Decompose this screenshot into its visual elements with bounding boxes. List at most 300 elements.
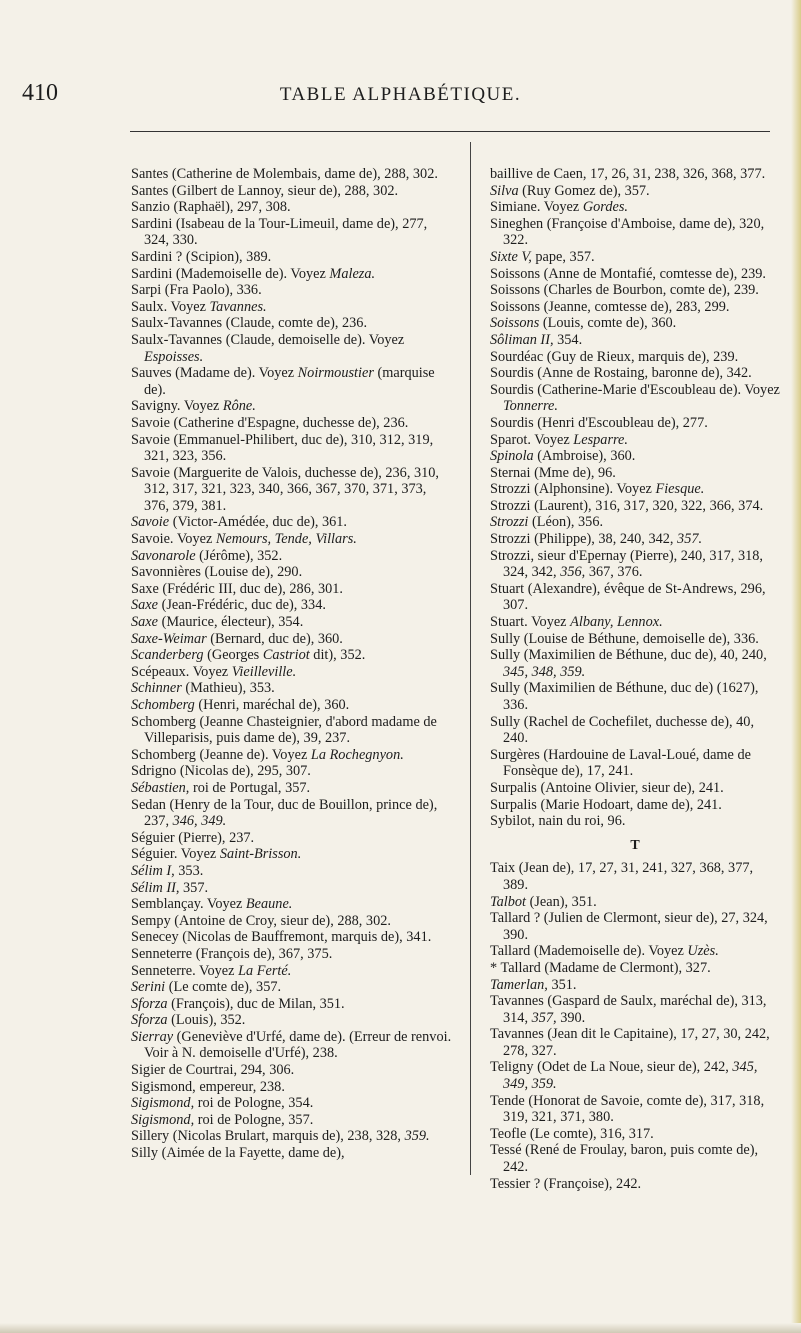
entry-name: Surgères [490,746,540,763]
entry-rest: (Anne de Montafié, comtesse de), 239. [543,265,766,282]
entry-name: Surpalis [490,779,537,796]
index-entry [490,714,780,747]
index-entry [131,548,454,565]
entry-name: Scépeaux. [131,663,190,680]
entry-name: Sparot. [490,431,531,448]
entry-rest: (Le comte de), 357. [168,979,282,996]
entry-ref: Tonnerre. [503,398,558,415]
entry-name: Sélim II, [131,879,180,896]
entry-name: Sardini [131,265,173,282]
entry-name: Sourdéac [490,348,544,365]
index-entry [490,365,780,382]
index-entry [490,332,780,349]
index-entry [131,664,454,681]
entry-rest: (François de), 367, 375. [195,945,333,962]
index-entry [131,514,454,531]
entry-rest: (Jean de), 17, 27, 31, 241, 327, 368, 377, 389. [503,860,754,893]
index-entry [131,216,454,249]
index-entry [131,282,454,299]
index-entry [490,1176,780,1193]
entry-name: Tessé [490,1142,522,1159]
entry-rest: (Emmanuel-Philibert, duc de), 310, 312, 319, 321, 323, 356. [144,431,434,465]
entry-rest: (Gilbert de Lannoy, sieur de), 288, 302. [171,182,399,199]
entry-rest: (Françoise d'Amboise, dame de), 320, 322. [503,215,765,249]
entry-name: Sedan [131,796,166,813]
index-entry [131,415,454,432]
entry-rest: (Jérôme), 352. [199,547,283,564]
entry-ref: La Ferté. [238,962,292,979]
entry-ref: 356, [560,564,586,581]
entry-ref: Noirmoustier [297,365,374,382]
index-entry [131,896,454,913]
index-entry [490,382,780,415]
entry-name: Sineghen [490,215,544,232]
entry-name: Sdrigno [131,763,177,780]
index-entry [490,647,780,680]
entry-rest: (Isabeau de la Tour-Limeuil, dame de), 277, 324, 330. [144,215,428,249]
index-entry [490,680,780,713]
index-entry [490,747,780,780]
index-entry [490,183,780,200]
entry-name: Saulx-Tavannes [131,331,223,348]
index-entry [131,1079,454,1096]
entry-name: Schomberg [131,697,195,713]
index-entry [131,266,454,283]
entry-name: Stuart [490,580,525,597]
entry-ref: Beaune. [245,896,293,913]
entry-rest: (Philippe), 38, 240, 342, [534,531,674,548]
index-entry [131,531,454,548]
index-entry [131,249,454,266]
index-entry [490,166,780,183]
entry-rest: (Jean-Frédéric, duc de), 334. [161,597,326,614]
index-entry [131,963,454,980]
entry-name: Sourdis [490,414,534,431]
entry-rest: (Geneviève d'Urfé, dame de). (Erreur de renvoi. Voir à N. demoiselle d'Urfé), 238. [144,1028,452,1062]
right-column [490,166,780,1192]
index-entry [490,1093,780,1126]
index-entry [131,199,454,216]
entry-name: Schomberg [131,713,196,730]
entry-rest: (Rachel de Cochefilet, duchesse de), 40, 240. [503,713,755,747]
entry-ref: Vieilleville. [231,663,297,680]
entry-name: Strozzi [490,497,531,514]
entry-ref: Albany, Lennox. [570,614,663,631]
entry-ref: 357. [677,531,703,548]
entry-name: Saxe [131,614,158,631]
entry-name: Savoie [131,464,170,481]
entry-rest: (Mademoiselle de). Voyez [533,943,684,960]
entry-name: * Tallard [490,959,541,976]
entry-name: Strozzi [490,481,531,498]
entry-name: Savoie [131,514,170,531]
entry-name: Sigismond, [131,1111,195,1128]
entry-rest: (Le comte), 316, 317. [529,1125,654,1142]
entry-name: Strozzi [490,514,529,531]
entry-rest: (Raphaël), 297, 308. [173,199,291,216]
entry-rest: Voyez [534,431,570,448]
entry-rest: Voyez [183,398,220,415]
entry-rest: (Nicolas Brulart, marquis de), 238, 328, [172,1128,402,1145]
entry-ref: Maleza. [329,265,376,282]
entry-ref: Gordes. [582,199,628,216]
entry-rest: (Guy de Rieux, marquis de), 239. [546,348,739,365]
index-entry [131,1095,454,1112]
entry-name: Soissons [490,282,541,299]
entry-ref: Uzès. [687,943,719,960]
entry-rest: (Jean dit le Capitaine), 17, 27, 30, 242, 278, 327. [503,1026,770,1059]
entry-rest: de Courtrai, 294, 306. [168,1062,295,1079]
entry-rest: (Henri d'Escoubleau de), 277. [537,414,708,431]
entry-ref: Tavannes. [209,298,267,315]
entry-rest: Voyez [176,531,213,548]
entry-rest: (Charles de Bourbon, comte de), 239. [543,282,759,299]
index-entry [131,797,454,830]
entry-name: Savoie [131,414,170,431]
entry-ref: Espoisses. [144,348,204,365]
entry-rest: (Scipion), 389. [185,248,272,265]
entry-rest: (Ambroise), 360. [537,448,636,465]
entry-name: Schinner [131,680,182,697]
entry-rest: baillive de Caen, 17, 26, 31, 238, 326, 368, 377. [490,166,766,182]
entry-ref: Nemours, Tende, Villars. [215,531,357,548]
section-letter-t: T [630,837,640,853]
entry-rest: (Anne de Rostaing, baronne de), 342. [537,365,752,382]
entry-name: Senecey [131,929,179,946]
entry-ref: 357, [531,1009,557,1026]
entry-rest: 351. [551,976,577,993]
index-entry [490,910,780,943]
index-entry [490,349,780,366]
entry-name: Stuart. [490,614,528,631]
entry-rest: nain du roi, 96. [538,813,626,830]
entry-rest: (Alexandre), évêque de St-Andrews, 296, 307. [503,580,766,614]
entry-name: Sébastien, [131,779,190,796]
entry-name: Saxe [131,597,158,614]
entry-ref: Saint-Brisson. [219,846,302,863]
entry-name: Tavannes [490,993,544,1010]
entry-name: Scanderberg [131,647,204,664]
page-number: 410 [22,80,58,106]
entry-rest: Voyez [531,614,567,631]
entry-name: Tallard [490,943,531,960]
index-entry [131,830,454,847]
entry-name: Santes [131,166,169,182]
entry-name: Sigier [131,1062,166,1079]
index-entry [131,1029,454,1062]
entry-rest: (Alphonsine). Voyez [534,481,652,498]
entry-rest: (Jeanne, comtesse de), 283, 299. [543,298,730,315]
entry-rest: roi de Portugal, 357. [192,779,311,796]
entry-name: Sauves [131,365,172,382]
index-entry [490,199,780,216]
index-entry [131,1128,454,1145]
entry-name: Teofle [490,1125,527,1142]
index-entry [490,249,780,266]
index-entry [490,813,780,830]
entry-name: Saulx-Tavannes [131,315,223,332]
index-entry [131,996,454,1013]
entry-name: Sanzio [131,199,170,216]
index-entry [131,564,454,581]
index-entry [131,946,454,963]
entry-name: Soissons [490,298,541,315]
entry-rest2: 367, 376. [588,564,643,581]
entry-name: Sigismond, [131,1078,196,1095]
index-entry [490,614,780,631]
index-entry [131,863,454,880]
entry-name: Teligny [490,1059,534,1076]
index-entry [490,266,780,283]
index-entry [131,299,454,316]
entry-rest: (Henri, maréchal de), 360. [198,697,350,713]
index-entry [131,183,454,200]
index-entry [490,299,780,316]
entry-ref: Castriot [262,647,310,664]
left-column [131,166,454,1162]
entry-rest: (Honorat de Savoie, comte de), 317, 318, 319, 321, 371, 380. [503,1092,765,1126]
entry-name: Saxe [131,580,159,597]
entry-name: Séguier. [131,846,178,863]
index-entry [490,993,780,1026]
index-entry [490,977,780,994]
entry-rest: (Antoine Olivier, sieur de), 241. [540,779,724,796]
entry-name: Serini [131,979,166,996]
index-entry [490,1126,780,1143]
entry-name: Tallard ? [490,910,541,927]
entry-rest: (Aimée de la Fayette, dame de), [161,1145,345,1162]
entry-rest: (Nicolas de), 295, 307. [179,763,311,780]
index-entry [490,943,780,960]
entry-rest2: 390. [560,1009,586,1026]
entry-rest: Voyez [543,199,580,216]
entry-rest: 357. [183,879,209,896]
entry-name: Sully [490,630,521,647]
index-entry [131,680,454,697]
entry-name: Tamerlan, [490,976,548,993]
entry-name: Tavannes [490,1026,544,1043]
entry-name: Savonnières [131,564,201,581]
entry-rest: roi de Pologne, 357. [197,1111,314,1128]
index-entry [131,846,454,863]
entry-ref: Lesparre. [573,431,628,448]
index-entry [131,979,454,996]
entry-rest: (Antoine de Croy, sieur de), 288, 302. [174,912,391,929]
entry-rest: (Louise de), 290. [204,564,303,581]
entry-name: Sixte V, [490,248,532,265]
entry-rest: sieur d'Epernay (Pierre), 240, 317, 318, 324, 342, [503,547,763,581]
index-entry [490,1142,780,1175]
entry-rest: (Madame de Clermont), 327. [544,959,711,976]
entry-name: Senneterre. [131,962,196,979]
entry-rest2: (marquise de). [144,365,435,398]
entry-name: Spinola [490,448,534,465]
entry-rest: (Jean), 351. [529,893,597,910]
entry-name: Schomberg [131,746,196,763]
entry-rest: (René de Froulay, baron, puis comte de), 242. [503,1142,759,1176]
entry-rest: (Marie Hodoart, dame de), 241. [540,796,722,813]
entry-name: Sourdis [490,365,534,382]
entry-name: Soissons [490,265,541,282]
entry-name: Sillery [131,1128,170,1145]
entry-name: Sardini ? [131,248,183,265]
index-entry [131,597,454,614]
entry-name: Silva [490,182,519,199]
index-entry [490,315,780,332]
index-entry [490,894,780,911]
column-divider [470,142,471,1175]
index-entry [131,465,454,515]
entry-name: Savoie [131,431,170,448]
index-entry [490,415,780,432]
entry-rest: (Claude, demoiselle de). Voyez [225,331,405,348]
entry-rest: (Nicolas de Bauffremont, marquis de), 341. [182,929,432,946]
entry-name: Sardini [131,215,173,232]
entry-name: Sully [490,647,521,664]
entry-rest2: dit), 352. [313,647,366,664]
index-entry [131,398,454,415]
entry-rest: (Mademoiselle de). Voyez [175,265,326,282]
entry-rest: (Léon), 356. [531,514,604,531]
entry-rest: (Gaspard de Saulx, maréchal de), 313, 314, [503,993,767,1026]
entry-rest: (Pierre), 237. [178,829,255,846]
entry-name: Sternai [490,464,531,481]
entry-name: Talbot [490,893,527,910]
index-entry [131,929,454,946]
entry-name: Sforza [131,1012,168,1029]
entry-name: Tessier ? [490,1175,541,1192]
entry-name: Saxe-Weimar [131,630,207,647]
index-entry [490,1026,780,1059]
entry-rest: Voyez [206,896,243,913]
entry-rest: (Frédéric III, duc de), 286, 301. [162,580,344,597]
index-entry [490,548,780,581]
index-entry [490,960,780,977]
entry-rest: (Ruy Gomez de), 357. [522,182,650,199]
right-column-s-entries [490,166,780,830]
index-entry [490,797,780,814]
index-entry [490,448,780,465]
index-entry [131,631,454,648]
running-title: TABLE ALPHABÉTIQUE. [279,84,522,105]
entry-rest: (Laurent), 316, 317, 320, 322, 366, 374. [534,497,764,514]
entry-rest: (Louis, comte de), 360. [542,315,677,332]
index-entry [490,282,780,299]
entry-name: Tende [490,1092,525,1109]
index-entry [131,315,454,332]
entry-ref: 345, 348, 359. [503,663,586,680]
entry-name: Simiane. [490,199,541,216]
entry-name: Santes [131,182,169,199]
index-entry [131,1012,454,1029]
entry-ref: 359. [404,1128,430,1145]
entry-rest: (Catherine-Marie d'Escoubleau de). Voyez [537,381,780,398]
index-entry [131,581,454,598]
entry-ref: 345, 349, 359. [503,1059,758,1093]
index-entry [131,780,454,797]
entry-rest: 353. [178,862,204,879]
entry-rest: (Maurice, électeur), 354. [161,614,304,631]
index-entry [490,481,780,498]
entry-name: Savigny. [131,398,181,415]
entry-rest: (Hardouine de Laval-Loué, dame de Fonsèque de), 17, 241. [503,746,751,780]
entry-name: Sully [490,680,521,697]
entry-name: Silly [131,1145,159,1162]
index-entry [131,1062,454,1079]
entry-name: Séguier [131,829,175,846]
entry-name: Soissons [490,315,540,332]
index-entry [490,531,780,548]
header-rule [130,131,770,132]
entry-name: Sourdis [490,381,534,398]
entry-name: Saulx. [131,298,168,315]
entry-ref: La Rochegnyon. [310,746,404,763]
entry-rest: (Catherine d'Espagne, duchesse de), 236. [173,414,409,431]
index-entry [490,860,780,893]
index-entry [490,498,780,515]
index-entry [490,631,780,648]
entry-name: Sempy [131,912,171,929]
entry-name: Savonarole [131,547,196,564]
entry-rest: Voyez [180,846,217,863]
entry-ref: 346, 349. [172,813,227,830]
index-entry [131,697,454,714]
index-entry [490,1059,780,1092]
index-entry [131,1112,454,1129]
index-entry [490,780,780,797]
entry-name: Strozzi [490,531,531,548]
index-entry [131,647,454,664]
entry-rest: (Jeanne Chasteignier, d'abord madame de Villeparisis, puis dame de), 39, 237. [144,713,437,747]
index-entry [131,913,454,930]
entry-rest: pape, 357. [535,248,595,265]
index-entry [131,1145,454,1162]
entry-name: Sarpi [131,282,162,299]
entry-name: Senneterre [131,945,193,962]
entry-rest: (Louise de Béthune, demoiselle de), 336. [523,630,759,647]
entry-rest: (Maximilien de Béthune, duc de), 40, 240, [523,647,767,664]
entry-name: Semblançay. [131,896,204,913]
entry-rest: (Victor-Amédée, duc de), 361. [172,514,348,531]
entry-name: Surpalis [490,796,537,813]
right-column-t-entries [490,860,780,1192]
entry-rest: (Jeanne de). Voyez [199,746,308,763]
entry-rest: (Madame de). Voyez [175,365,295,382]
index-entry [131,332,454,365]
entry-rest: (Julien de Clermont, sieur de), 27, 324, 390. [503,910,768,943]
page-bottom-shadow [0,1323,801,1333]
entry-rest: roi de Pologne, 354. [197,1095,314,1112]
entry-rest: (Catherine de Molembais, dame de), 288, 302. [171,166,438,182]
index-entry [490,514,780,531]
entry-rest: (Louis), 352. [171,1012,246,1029]
index-entry [131,166,454,183]
index-entry [131,763,454,780]
index-entry [131,714,454,747]
index-entry [490,581,780,614]
index-entry [131,747,454,764]
entry-rest: (Mathieu), 353. [185,680,275,697]
entry-name: Sôliman II, [490,331,554,348]
entry-name: Sierray [131,1028,174,1045]
entry-name: Strozzi, [490,547,535,564]
entry-rest: (Marguerite de Valois, duchesse de), 236, 310, 312, 317, 321, 323, 340, 366, 367, 370, 371, 373, 376, 379, 381. [144,464,439,514]
entry-name: Sigismond, [131,1095,195,1112]
entry-rest: (Maximilien de Béthune, duc de) (1627), 336. [503,680,759,713]
page-edge-shadow [791,0,801,1333]
index-entry [490,216,780,249]
index-entry [131,432,454,465]
